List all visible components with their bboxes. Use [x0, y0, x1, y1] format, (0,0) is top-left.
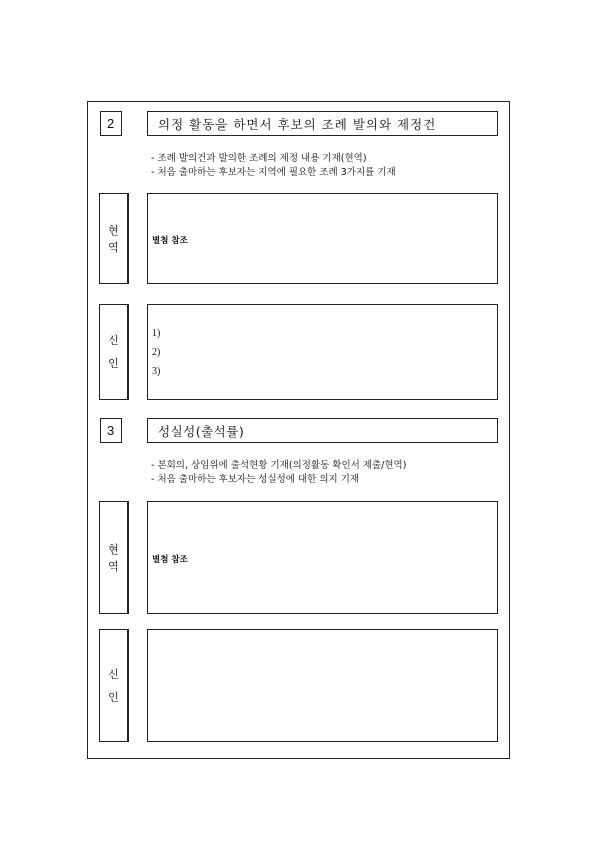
- section-2-note-2: - 처음 출마하는 후보자는 지역에 필요한 조례 3가지를 기재: [151, 167, 396, 178]
- section-2-newcomer-label-char-1: 신: [108, 334, 119, 347]
- section-3-note-2: - 처음 출마하는 후보자는 성실성에 대한 의지 기재: [151, 474, 360, 485]
- section-3-incumbent-content: 별첨 참조: [152, 555, 188, 565]
- section-3-incumbent-label-char-1: 현: [108, 542, 119, 556]
- section-3-title: [147, 418, 498, 443]
- section-3-incumbent-label-char-2: 역: [108, 559, 119, 573]
- section-3-newcomer-label: [99, 629, 129, 742]
- section-3-number-text: 3: [107, 423, 115, 438]
- section-3-number: [100, 418, 122, 443]
- section-3-note-1: - 본회의, 상임위에 출석현황 기재(의정활동 확인서 제출/현역): [151, 460, 407, 471]
- section-2-incumbent-label: [99, 193, 129, 284]
- section-3-incumbent-label: [99, 501, 129, 614]
- section-2-title: [147, 111, 498, 136]
- section-3-incumbent-box[interactable]: [147, 501, 498, 614]
- section-3-newcomer-label-char-1: 신: [108, 667, 119, 681]
- section-2-incumbent-label-char-1: 현: [108, 223, 119, 237]
- section-3-newcomer-label-char-2: 인: [108, 690, 119, 704]
- section-3-title-text: 성실성(출석률): [158, 423, 245, 439]
- section-3-newcomer-box[interactable]: [147, 629, 498, 742]
- section-2-newcomer-item-3: 3): [152, 366, 161, 377]
- section-2-newcomer-box[interactable]: [147, 304, 498, 400]
- section-2-newcomer-item-1: 1): [152, 328, 161, 339]
- section-2-number-text: 2: [107, 116, 115, 131]
- section-2-newcomer-label: [99, 304, 129, 400]
- section-2-newcomer-label-char-2: 인: [108, 357, 119, 370]
- section-2-incumbent-content: 별첨 참조: [152, 236, 188, 246]
- section-2-number: [100, 111, 122, 136]
- section-2-newcomer-item-2: 2): [152, 347, 161, 358]
- section-2-title-text: 의정 활동을 하면서 후보의 조례 발의와 제정건: [158, 116, 437, 132]
- section-2-note-1: - 조례 발의건과 발의한 조례의 제정 내용 기재(현역): [151, 153, 367, 164]
- section-2-incumbent-box[interactable]: [147, 193, 498, 284]
- section-2-incumbent-label-char-2: 역: [108, 240, 119, 254]
